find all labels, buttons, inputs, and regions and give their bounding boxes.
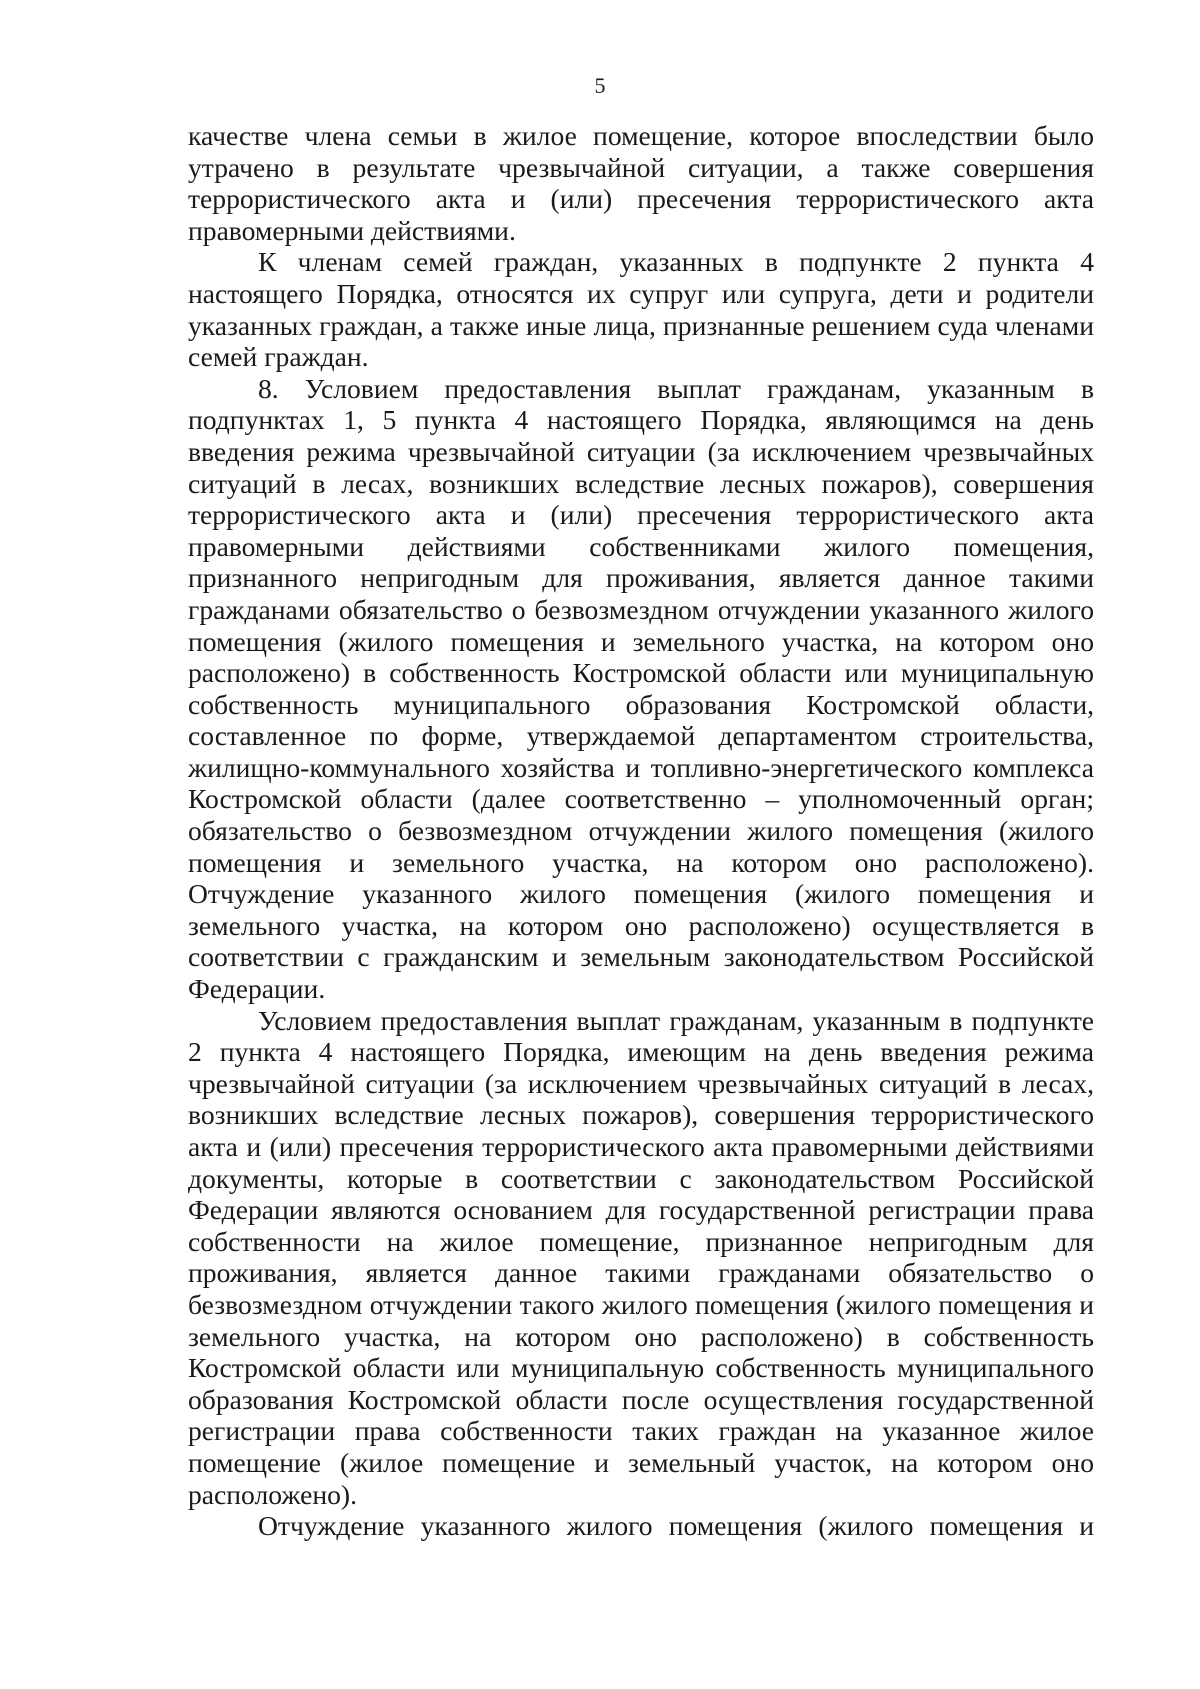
paragraph-family-members: К членам семей граждан, указанных в подпункте 2 пункта 4 настоящего Порядка, относятся их супруг или супруга, дети и родители указанных граждан, а также иные лица, признанные решением суда членами семей граждан. <box>188 246 1094 373</box>
paragraph-clause-8: 8. Условием предоставления выплат гражданам, указанным в подпунктах 1, 5 пункта 4 настоящего Порядка, являющимся на день введения режима чрезвычайной ситуации (за исключением чрезвычайных ситуаций в лесах, возникших вследствие лесных пожаров), совершения террористического акта и (или) пресечения террористического акта правомерными действиями собственниками жилого помещения, признанного непригодным для проживания, является данное такими гражданами обязательство о безвозмездном отчуждении указанного жилого помещения (жилого помещения и земельного участка, на котором оно расположено) в собственность Костромской области или муниципальную собственность муниципального образования Костромской области, составленное по форме, утверждаемой департаментом строительства, жилищно-коммунального хозяйства и топливно-энергетического комплекса Костромской области (далее соответственно – уполномоченный орган; обязательство о безвозмездном отчуждении жилого помещения (жилого помещения и земельного участка, на котором оно расположено). Отчуждение указанного жилого помещения (жилого помещения и земельного участка, на котором оно расположено) осуществляется в соответствии с гражданским и земельным законодательством Российской Федерации. <box>188 372 1094 1005</box>
paragraph-alienation: Отчуждение указанного жилого помещения (жилого помещения и <box>258 1510 1094 1542</box>
paragraph-payment-condition: Условием предоставления выплат гражданам, указанным в подпункте 2 пункта 4 настоящего Порядка, имеющим на день введения режима чрезвычайной ситуации (за исключением чрезвычайных ситуаций в лесах, возникших вследствие лесных пожаров), совершения террористического акта и (или) пресечения террористического акта правомерными действиями документы, которые в соответствии с законодательством Российской Федерации являются основанием для государственной регистрации права собственности на жилое помещение, признанное непригодным для проживания, является данное такими гражданами обязательство о безвозмездном отчуждении такого жилого помещения (жилого помещения и земельного участка, на котором оно расположено) в собственность Костромской области или муниципальную собственность муниципального образования Костромской области после осуществления государственной регистрации права собственности таких граждан на указанное жилое помещение (жилое помещение и земельный участок, на котором оно расположено). <box>188 1004 1094 1510</box>
document-body <box>188 120 1094 1542</box>
paragraph-continuation: качестве члена семьи в жилое помещение, которое впоследствии было утрачено в результате чрезвычайной ситуации, а также совершения террористического акта и (или) пресечения террористического акта правомерными действиями. <box>188 120 1094 246</box>
page-number: 5 <box>594 73 606 98</box>
